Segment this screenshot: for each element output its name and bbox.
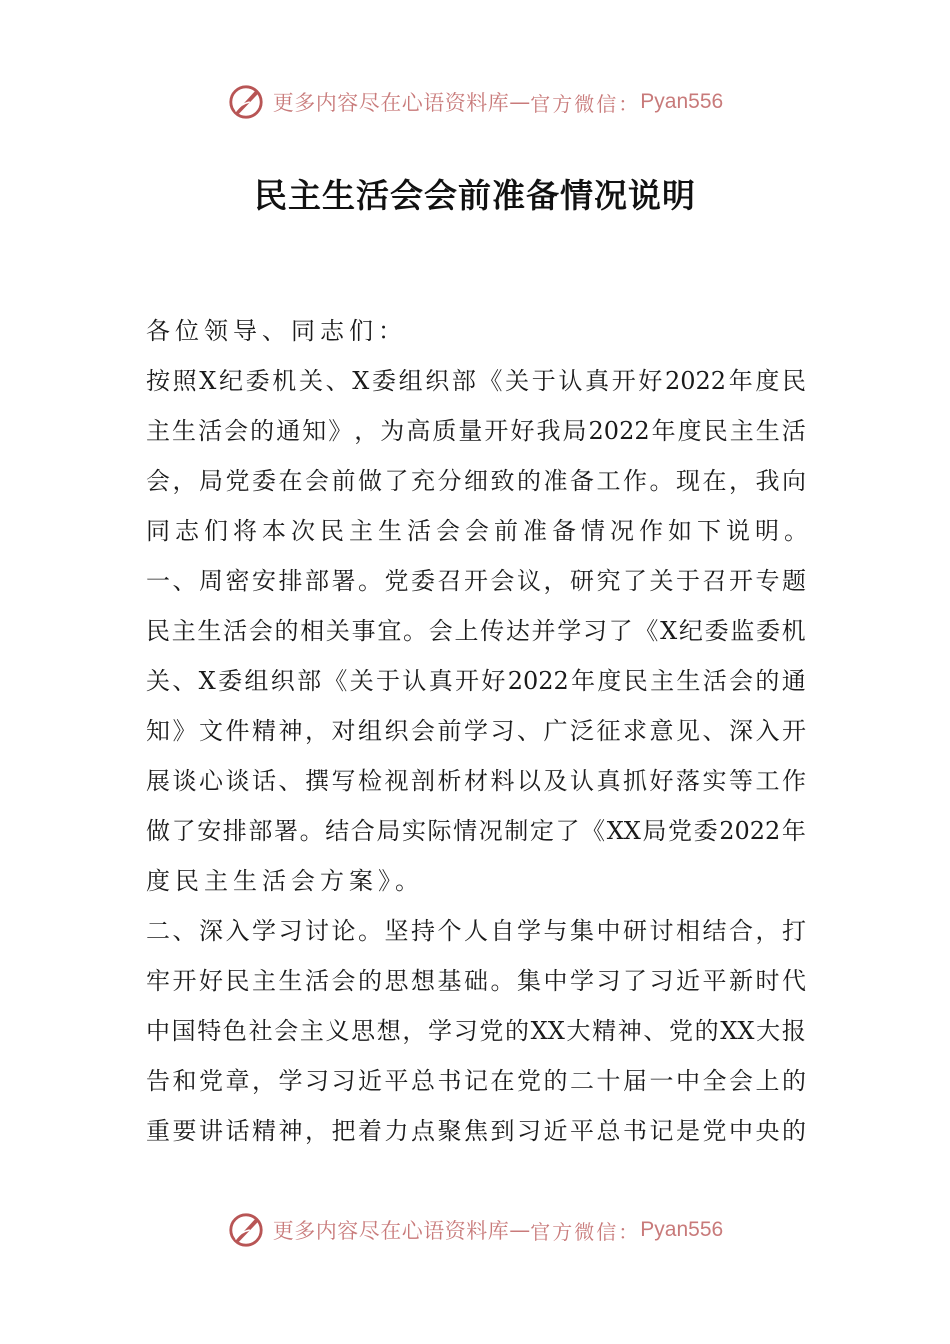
text-line: 民 主 生 活 会 的 相 关 事 宜 。 会 上 传 达 并 学 习 了 《 X 纪 委 监 委 机	[146, 617, 806, 645]
banner-wechat-id: Pyan556	[640, 1218, 724, 1241]
text-line: 二 、 深 入 学 习 讨 论 。 坚 持 个 人 自 学 与 集 中 研 讨 相 结 合 ， 打	[146, 917, 806, 945]
text-line: 度民主生活会方案》。	[146, 867, 424, 895]
banner-separator: —	[509, 90, 531, 114]
header-banner	[0, 80, 950, 124]
text-line: 中 国 特 色 社 会 主 义 思 想 ， 学 习 党 的 XX 大 精 神 、 党 的 XX 大 报	[146, 1017, 806, 1045]
text-line: 重 要 讲 话 精 神 ， 把 着 力 点 聚 焦 到 习 近 平 总 书 记 是 党 中 央 的	[146, 1117, 806, 1145]
banner-text: 更多内容尽在心语资料库	[272, 1219, 510, 1243]
text-line: 牢 开 好 民 主 生 活 会 的 思 想 基 础 。 集 中 学 习 了 习 近 平 新 时 代	[146, 967, 806, 995]
text-line: 会 ， 局 党 委 在 会 前 做 了 充 分 细 致 的 准 备 工 作 。 现 在 ， 我 向	[146, 467, 806, 495]
text-line: 一 、 周 密 安 排 部 署 。 党 委 召 开 会 议 ， 研 究 了 关 于 召 开 专 题	[146, 567, 806, 595]
banner-wechat-label: 官方微信：	[530, 91, 641, 116]
text-line: 同志们将本次民主生活会会前准备情况作如下说明。	[146, 517, 813, 545]
banner-wechat-id: Pyan556	[640, 90, 724, 113]
salutation: 各位领导、同志们：	[146, 317, 407, 345]
document-body	[146, 306, 813, 1156]
quill-logo-icon	[227, 83, 265, 121]
text-line: 告 和 党 章 ， 学 习 习 近 平 总 书 记 在 党 的 二 十 届 一 中 全 会 上 的	[146, 1067, 806, 1095]
text-line: 展 谈 心 谈 话 、 撰 写 检 视 剖 析 材 料 以 及 认 真 抓 好 落 实 等 工 作	[146, 767, 806, 795]
text-line: 按 照 X 纪 委 机 关 、 X 委 组 织 部 《 关 于 认 真 开 好 2022 年 度 民	[146, 367, 806, 395]
text-line: 知 》 文 件 精 神 ， 对 组 织 会 前 学 习 、 广 泛 征 求 意 见 、 深 入 开	[146, 717, 806, 745]
banner-wechat-label: 官方微信：	[530, 1219, 641, 1244]
text-line: 关 、 X 委 组 织 部 《 关 于 认 真 开 好 2022 年 度 民 主 生 活 会 的 通	[146, 667, 806, 695]
banner-text: 更多内容尽在心语资料库	[272, 91, 510, 115]
text-line: 主 生 活 会 的 通 知 》 ， 为 高 质 量 开 好 我 局 2022 年 度 民 主 生 活	[146, 417, 806, 445]
quill-logo-icon	[227, 1211, 265, 1249]
footer-banner	[0, 1208, 950, 1252]
text-line: 做 了 安 排 部 署 。 结 合 局 实 际 情 况 制 定 了 《 XX 局 党 委 2022 年	[146, 817, 806, 845]
banner-separator: —	[509, 1218, 531, 1242]
document-title: 民主生活会会前准备情况说明	[254, 176, 696, 215]
